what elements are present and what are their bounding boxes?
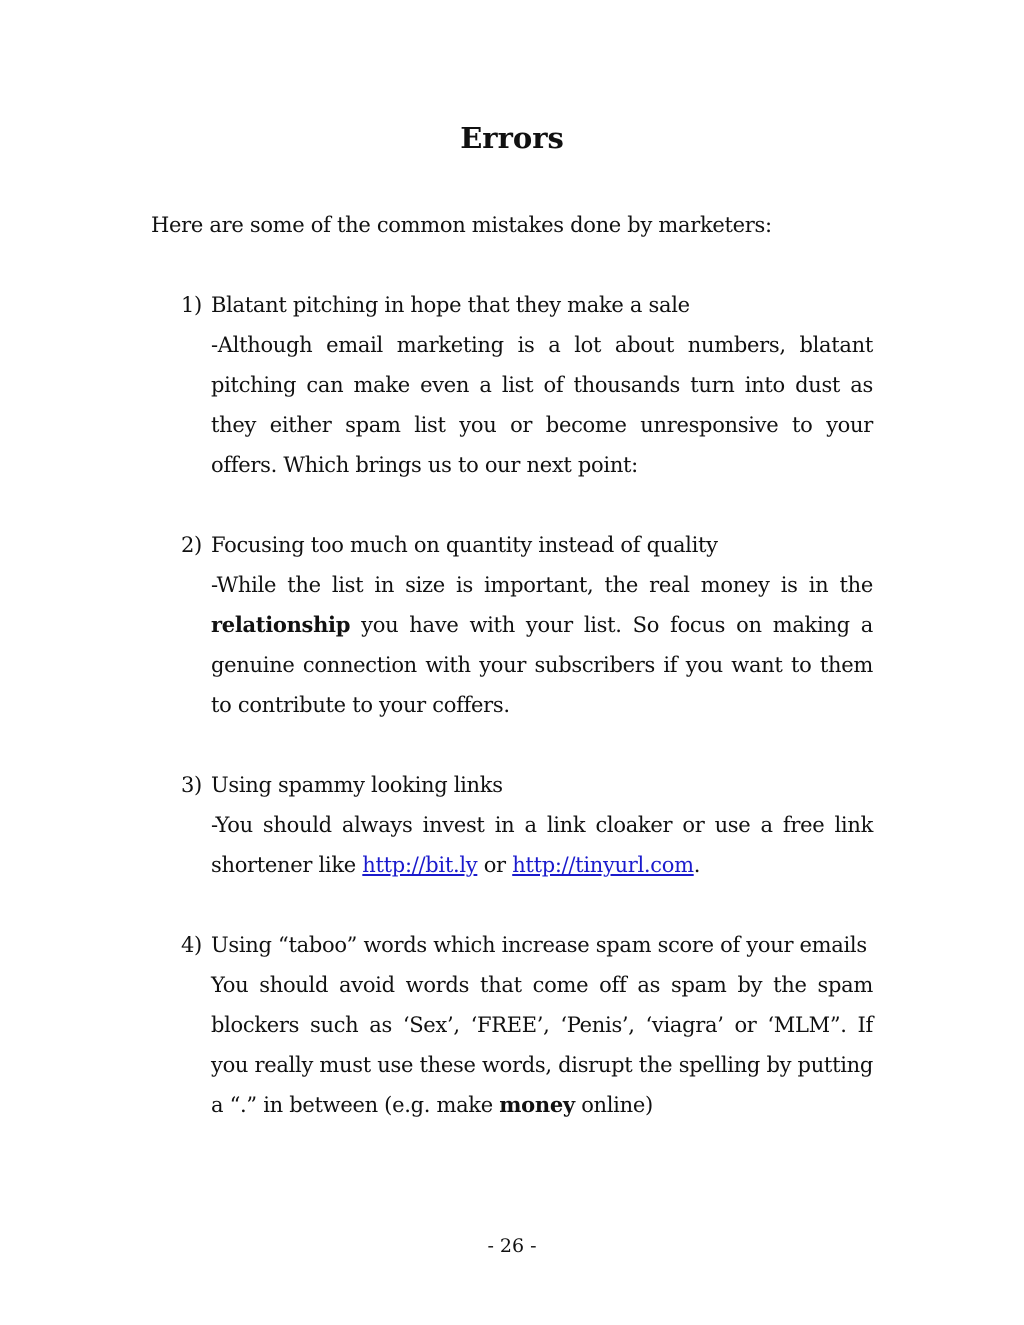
item-text-before: -While the list in size is important, the real money is in the (211, 573, 873, 597)
item-number: 2) (181, 533, 202, 557)
page-number: - 26 - (487, 1235, 537, 1257)
bitly-link[interactable]: http://bit.ly (362, 853, 478, 877)
page-title: Errors (460, 121, 564, 155)
item-heading: Using spammy looking links (211, 773, 503, 797)
item-heading: Focusing too much on quantity instead of quality (211, 533, 718, 557)
list-item-2 (181, 525, 873, 725)
item-heading: Using “taboo” words which increase spam score of your emails (211, 933, 867, 957)
item-number: 4) (181, 933, 202, 957)
item-text: -Although email marketing is a lot about numbers, blatant pitching can make even a list of thousands turn into dust as they either spam list you or become unresponsive to your offers. Which brings us to our next point: (211, 333, 873, 477)
bold-relationship: relationship (211, 612, 351, 637)
item-body (211, 285, 873, 485)
list-item-4 (181, 925, 873, 1125)
list-item-1 (181, 285, 873, 485)
item-body (211, 765, 873, 885)
item-text-before: -You should always invest in a link cloaker or use a free link shortener like (211, 813, 873, 877)
item-text-after: online) (581, 1093, 653, 1117)
item-text-between: or (483, 853, 506, 877)
item-text (211, 805, 873, 885)
item-text-after: you have with your list. So focus on making a genuine connection with your subscribers if you want to them to contribute to your coffers. (211, 613, 873, 717)
tinyurl-link[interactable]: http://tinyurl.com (512, 853, 694, 877)
item-number: 3) (181, 773, 202, 797)
item-text-after: . (693, 853, 701, 877)
item-text-before: You should avoid words that come off as spam by the spam blockers such as ‘Sex’, ‘FREE’, ‘Penis’, ‘viagra’ or ‘MLM”. If you really must use these words, disrupt the spelling by putting a “.” in between (e.g. make (211, 973, 873, 1117)
item-body (211, 525, 873, 725)
item-heading: Blatant pitching in hope that they make a sale (211, 293, 690, 317)
bold-money: money (499, 1092, 575, 1117)
item-text (211, 965, 873, 1125)
item-number: 1) (181, 293, 202, 317)
item-body (211, 925, 873, 1125)
list-item-3 (181, 765, 873, 885)
item-text (211, 565, 873, 725)
intro-text: Here are some of the common mistakes done by marketers: (151, 213, 772, 237)
